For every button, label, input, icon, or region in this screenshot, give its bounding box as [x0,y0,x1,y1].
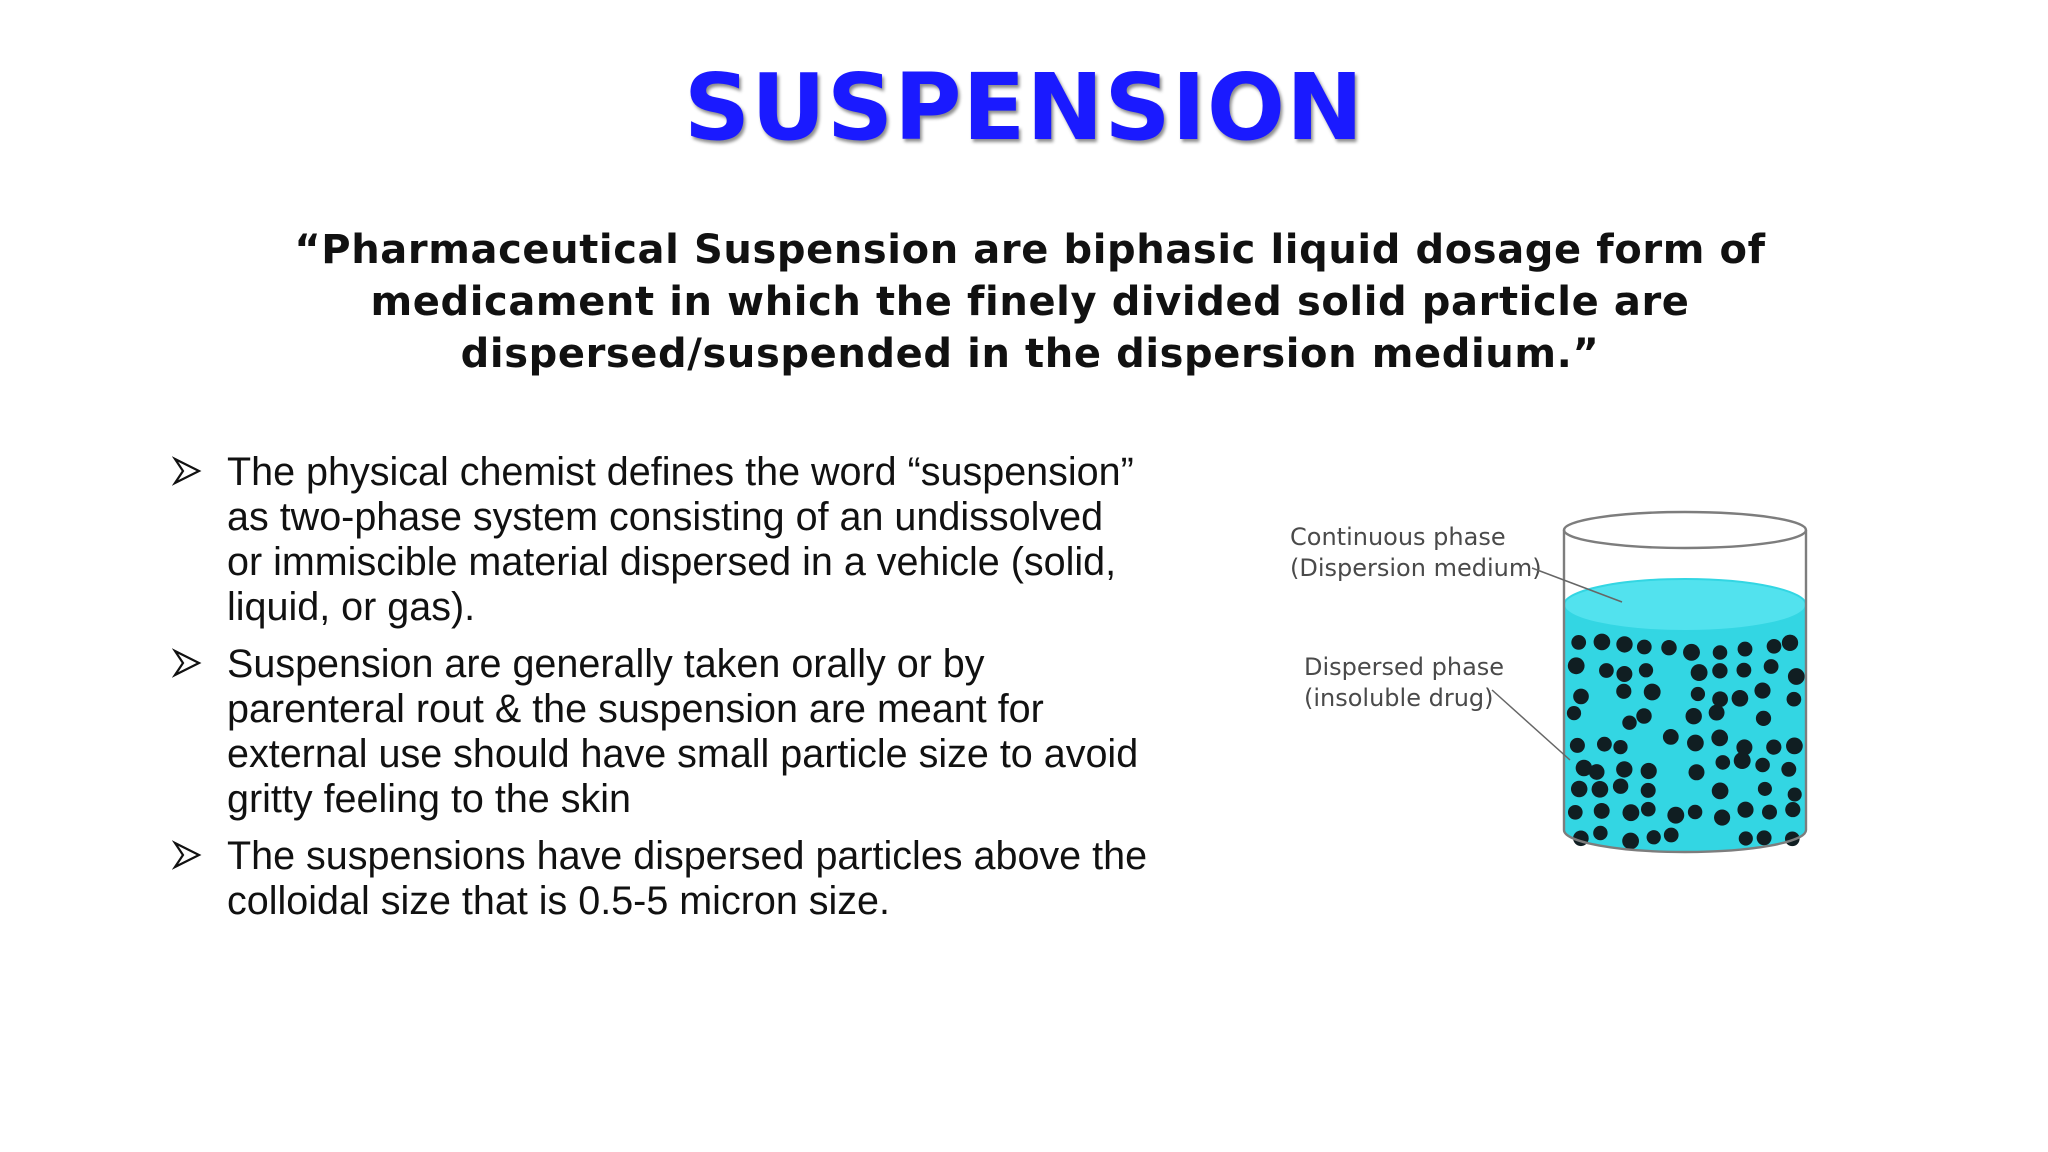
bullet-list [168,450,1228,936]
particle-dot [1787,692,1802,707]
bullet-text-line: as two-phase system consisting of an undissolved [227,495,1104,539]
bullet-item [168,450,1228,630]
particle-dot [1599,663,1614,678]
bullet-item [168,642,1228,822]
particle-dot [1739,831,1753,845]
continuous-phase-line: (Dispersion medium) [1290,554,1542,582]
particle-dot [1737,802,1753,818]
particle-dot [1622,833,1639,850]
particle-dot [1667,807,1684,824]
bullet-text-line: colloidal size that is 0.5-5 micron size. [227,879,890,923]
arrow-bullet-icon [172,648,202,678]
particle-dot [1641,783,1656,798]
particle-dot [1764,659,1779,674]
particle-dot [1691,664,1708,681]
particle-dot [1762,805,1777,820]
particle-dot [1758,782,1772,796]
particle-dot [1567,706,1581,720]
particle-dot [1571,781,1587,797]
particle-dot [1594,803,1610,819]
bullet-text-line: liquid, or gas). [227,585,476,629]
arrow-bullet-icon [172,840,202,870]
particle-dot [1788,787,1802,801]
particle-dot [1755,758,1770,773]
particle-dot [1573,689,1589,705]
bullet-text-line: parenteral rout & the suspension are meant for [227,687,1044,731]
bullet-item [168,834,1228,924]
definition-quote [200,224,1860,380]
particle-dot [1786,738,1803,755]
particle-dot [1715,755,1730,770]
particle-dot [1613,740,1627,754]
particle-dot [1691,687,1705,701]
particle-dot [1713,645,1728,660]
particle-dot [1639,663,1653,677]
particle-dot [1689,764,1705,780]
particle-dot [1664,828,1679,843]
particle-dot [1688,805,1702,819]
definition-line: medicament in which the finely divided solid particle are [370,279,1690,325]
particle-dot [1616,761,1632,777]
particle-dot [1616,684,1631,699]
bullet-text-line: The suspensions have dispersed particles above the [227,834,1148,878]
particle-dot [1594,634,1611,651]
particle-dot [1714,810,1730,826]
bullet-text-line: gritty feeling to the skin [227,777,631,821]
particle-dot [1757,830,1772,845]
beaker-rim [1564,512,1806,548]
particle-dot [1683,644,1700,661]
particle-dot [1647,830,1661,844]
slide-title: SUSPENSION [683,54,1365,161]
particle-dot [1622,715,1636,729]
particle-dot [1641,763,1657,779]
particle-dot [1571,635,1586,650]
particle-dot [1709,705,1725,721]
particle-dot [1568,805,1583,820]
particle-dot [1616,636,1632,652]
particle-dot [1767,639,1782,654]
particle-dot [1738,642,1753,657]
suspension-diagram [1270,490,1830,890]
particle-dot [1782,635,1798,651]
bullet-text-line: The physical chemist defines the word “suspension” [227,450,1134,494]
particle-dot [1687,735,1704,752]
definition-line: dispersed/suspended in the dispersion medium.” [460,331,1600,377]
continuous-phase-line: Continuous phase [1290,523,1506,551]
particle-dot [1686,708,1702,724]
bullet-text-line: Suspension are generally taken orally or by [227,642,985,686]
bullet-text-line: external use should have small particle size to avoid [227,732,1139,776]
particle-dot [1636,708,1651,723]
particle-dot [1712,663,1727,678]
particle-dot [1616,666,1632,682]
beaker-illustration [1270,490,1830,890]
particle-dot [1712,691,1728,707]
particle-dot [1641,802,1656,817]
particle-dot [1661,640,1676,655]
definition-line: “Pharmaceutical Suspension are biphasic liquid dosage form of [294,227,1766,273]
particle-dot [1734,752,1751,769]
particle-dot [1766,739,1781,754]
particle-dot [1732,690,1749,707]
particle-dot [1788,668,1805,685]
liquid-surface [1564,579,1806,631]
particle-dot [1644,684,1661,701]
particle-dot [1593,826,1607,840]
particle-dot [1570,738,1585,753]
leader-line-dispersed [1492,690,1570,760]
particle-dot [1637,640,1652,655]
particle-dot [1712,783,1729,800]
particle-dot [1568,657,1585,674]
particle-dot [1737,663,1752,678]
arrow-bullet-icon [172,456,202,486]
particle-dot [1711,730,1728,747]
particle-dot [1754,683,1770,699]
particle-dot [1756,711,1771,726]
particle-dot [1663,729,1679,745]
bullet-text-line: or immiscible material dispersed in a vehicle (solid, [227,540,1117,584]
particle-dot [1597,737,1612,752]
particle-dot [1622,804,1639,821]
particle-dot [1589,764,1605,780]
dispersed-phase-line: (insoluble drug) [1304,684,1494,712]
dispersed-phase-line: Dispersed phase [1304,653,1505,681]
particle-dot [1785,802,1800,817]
particle-dot [1613,778,1628,793]
particle-dot [1781,762,1796,777]
particle-dot [1592,781,1609,798]
